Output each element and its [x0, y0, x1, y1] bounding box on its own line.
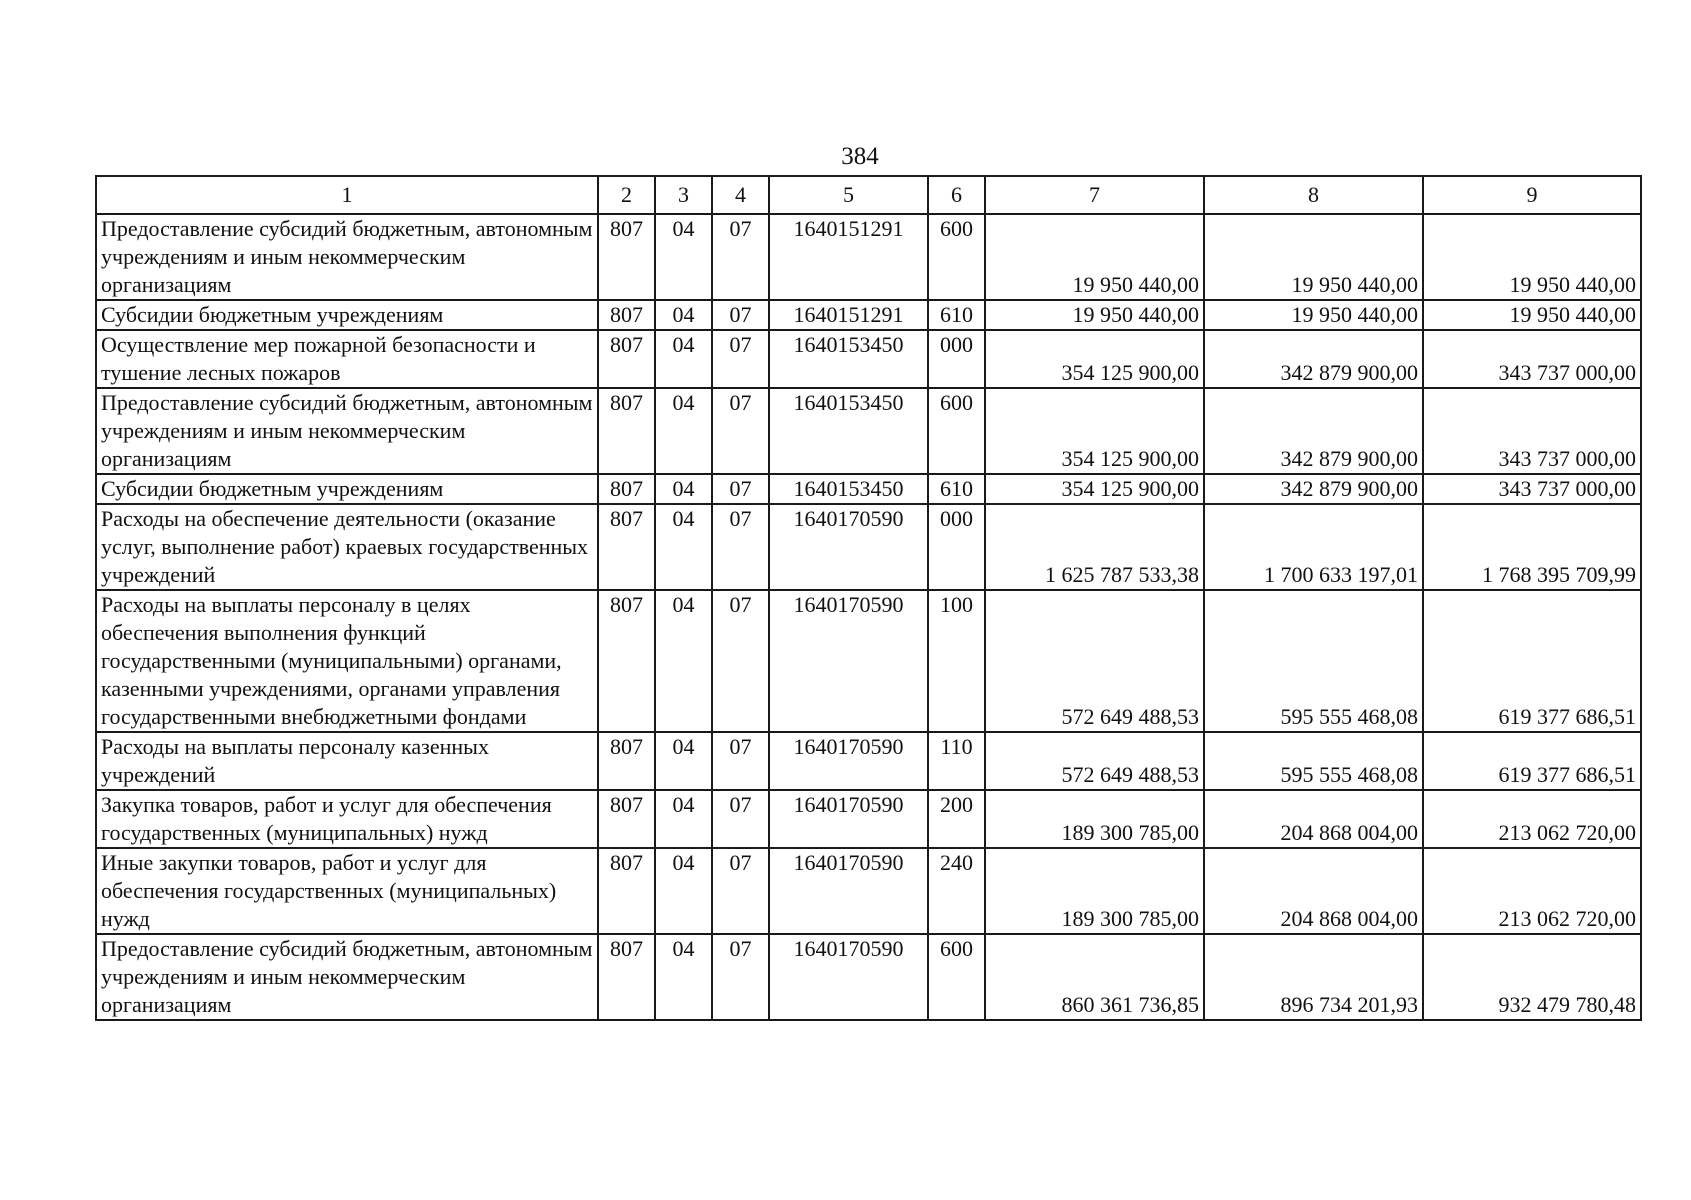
cell-col6: 610: [928, 474, 985, 504]
row-name: Субсидии бюджетным учреждениям: [96, 474, 598, 504]
header-row: [96, 176, 1641, 214]
row-name: Предоставление субсидий бюджетным, автономным учреждениям и иным некоммерческим организациям: [96, 934, 598, 1020]
cell-col9: 343 737 000,00: [1423, 474, 1641, 504]
cell-col4: 07: [712, 300, 769, 330]
row-name: Расходы на выплаты персоналу в целях обеспечения выполнения функций государственными (муниципальными) органами, казенными учреждениями, органами управления государственными внебюджетными фондами: [96, 590, 598, 732]
cell-col2: 807: [598, 590, 655, 732]
cell-col9: 19 950 440,00: [1423, 214, 1641, 300]
cell-col6: 600: [928, 388, 985, 474]
cell-col7: 860 361 736,85: [985, 934, 1204, 1020]
cell-col5: 1640170590: [769, 848, 928, 934]
cell-col8: 19 950 440,00: [1204, 214, 1423, 300]
budget-table: [95, 175, 1642, 1021]
cell-col5: 1640151291: [769, 300, 928, 330]
row-name: Расходы на обеспечение деятельности (оказание услуг, выполнение работ) краевых государственных учреждений: [96, 504, 598, 590]
cell-col5: 1640170590: [769, 590, 928, 732]
cell-col6: 610: [928, 300, 985, 330]
cell-col9: 1 768 395 709,99: [1423, 504, 1641, 590]
cell-col2: 807: [598, 474, 655, 504]
cell-col8: 342 879 900,00: [1204, 388, 1423, 474]
column-header: 4: [712, 176, 769, 214]
cell-col2: 807: [598, 300, 655, 330]
cell-col3: 04: [655, 732, 712, 790]
column-header: 8: [1204, 176, 1423, 214]
row-name: Предоставление субсидий бюджетным, автономным учреждениям и иным некоммерческим организациям: [96, 214, 598, 300]
cell-col3: 04: [655, 474, 712, 504]
cell-col2: 807: [598, 848, 655, 934]
cell-col7: 572 649 488,53: [985, 590, 1204, 732]
cell-col4: 07: [712, 504, 769, 590]
cell-col9: 343 737 000,00: [1423, 330, 1641, 388]
cell-col3: 04: [655, 300, 712, 330]
cell-col2: 807: [598, 214, 655, 300]
cell-col8: 595 555 468,08: [1204, 590, 1423, 732]
cell-col4: 07: [712, 732, 769, 790]
cell-col3: 04: [655, 590, 712, 732]
column-header: 2: [598, 176, 655, 214]
cell-col2: 807: [598, 388, 655, 474]
table-row: [96, 214, 1641, 300]
cell-col7: 19 950 440,00: [985, 214, 1204, 300]
table-row: [96, 934, 1641, 1020]
cell-col6: 000: [928, 504, 985, 590]
cell-col3: 04: [655, 790, 712, 848]
row-name: Иные закупки товаров, работ и услуг для обеспечения государственных (муниципальных) нужд: [96, 848, 598, 934]
cell-col2: 807: [598, 790, 655, 848]
row-name: Субсидии бюджетным учреждениям: [96, 300, 598, 330]
cell-col5: 1640170590: [769, 934, 928, 1020]
cell-col3: 04: [655, 504, 712, 590]
cell-col9: 213 062 720,00: [1423, 848, 1641, 934]
cell-col6: 100: [928, 590, 985, 732]
column-header: 7: [985, 176, 1204, 214]
cell-col9: 19 950 440,00: [1423, 300, 1641, 330]
cell-col5: 1640170590: [769, 790, 928, 848]
cell-col3: 04: [655, 848, 712, 934]
column-header: 3: [655, 176, 712, 214]
cell-col2: 807: [598, 732, 655, 790]
cell-col7: 354 125 900,00: [985, 474, 1204, 504]
cell-col3: 04: [655, 330, 712, 388]
cell-col9: 619 377 686,51: [1423, 732, 1641, 790]
cell-col5: 1640153450: [769, 330, 928, 388]
cell-col6: 600: [928, 934, 985, 1020]
cell-col6: 600: [928, 214, 985, 300]
table-row: [96, 732, 1641, 790]
cell-col8: 1 700 633 197,01: [1204, 504, 1423, 590]
cell-col2: 807: [598, 504, 655, 590]
table-row: [96, 330, 1641, 388]
page-number: 384: [841, 143, 879, 170]
cell-col6: 000: [928, 330, 985, 388]
cell-col6: 240: [928, 848, 985, 934]
cell-col4: 07: [712, 934, 769, 1020]
column-header: 6: [928, 176, 985, 214]
column-header: 9: [1423, 176, 1641, 214]
column-header: 5: [769, 176, 928, 214]
cell-col9: 932 479 780,48: [1423, 934, 1641, 1020]
cell-col7: 572 649 488,53: [985, 732, 1204, 790]
table-row: [96, 504, 1641, 590]
table-row: [96, 300, 1641, 330]
cell-col4: 07: [712, 848, 769, 934]
cell-col8: 896 734 201,93: [1204, 934, 1423, 1020]
cell-col8: 204 868 004,00: [1204, 848, 1423, 934]
cell-col5: 1640153450: [769, 388, 928, 474]
row-name: Расходы на выплаты персоналу казенных учреждений: [96, 732, 598, 790]
cell-col7: 1 625 787 533,38: [985, 504, 1204, 590]
cell-col3: 04: [655, 214, 712, 300]
cell-col5: 1640170590: [769, 504, 928, 590]
table-row: [96, 474, 1641, 504]
cell-col5: 1640153450: [769, 474, 928, 504]
cell-col7: 189 300 785,00: [985, 790, 1204, 848]
cell-col3: 04: [655, 934, 712, 1020]
cell-col4: 07: [712, 388, 769, 474]
table-row: [96, 388, 1641, 474]
table-row: [96, 790, 1641, 848]
row-name: Осуществление мер пожарной безопасности и тушение лесных пожаров: [96, 330, 598, 388]
cell-col2: 807: [598, 934, 655, 1020]
table-row: [96, 848, 1641, 934]
cell-col8: 342 879 900,00: [1204, 474, 1423, 504]
cell-col4: 07: [712, 590, 769, 732]
cell-col6: 200: [928, 790, 985, 848]
cell-col5: 1640170590: [769, 732, 928, 790]
cell-col7: 19 950 440,00: [985, 300, 1204, 330]
cell-col8: 342 879 900,00: [1204, 330, 1423, 388]
cell-col4: 07: [712, 790, 769, 848]
cell-col6: 110: [928, 732, 985, 790]
cell-col2: 807: [598, 330, 655, 388]
cell-col4: 07: [712, 474, 769, 504]
cell-col9: 213 062 720,00: [1423, 790, 1641, 848]
cell-col9: 619 377 686,51: [1423, 590, 1641, 732]
row-name: Предоставление субсидий бюджетным, автономным учреждениям и иным некоммерческим организациям: [96, 388, 598, 474]
column-header: 1: [96, 176, 598, 214]
cell-col9: 343 737 000,00: [1423, 388, 1641, 474]
table-row: [96, 590, 1641, 732]
cell-col8: 19 950 440,00: [1204, 300, 1423, 330]
cell-col7: 354 125 900,00: [985, 388, 1204, 474]
row-name: Закупка товаров, работ и услуг для обеспечения государственных (муниципальных) нужд: [96, 790, 598, 848]
cell-col4: 07: [712, 214, 769, 300]
cell-col3: 04: [655, 388, 712, 474]
cell-col7: 354 125 900,00: [985, 330, 1204, 388]
cell-col4: 07: [712, 330, 769, 388]
cell-col8: 595 555 468,08: [1204, 732, 1423, 790]
cell-col5: 1640151291: [769, 214, 928, 300]
cell-col7: 189 300 785,00: [985, 848, 1204, 934]
cell-col8: 204 868 004,00: [1204, 790, 1423, 848]
